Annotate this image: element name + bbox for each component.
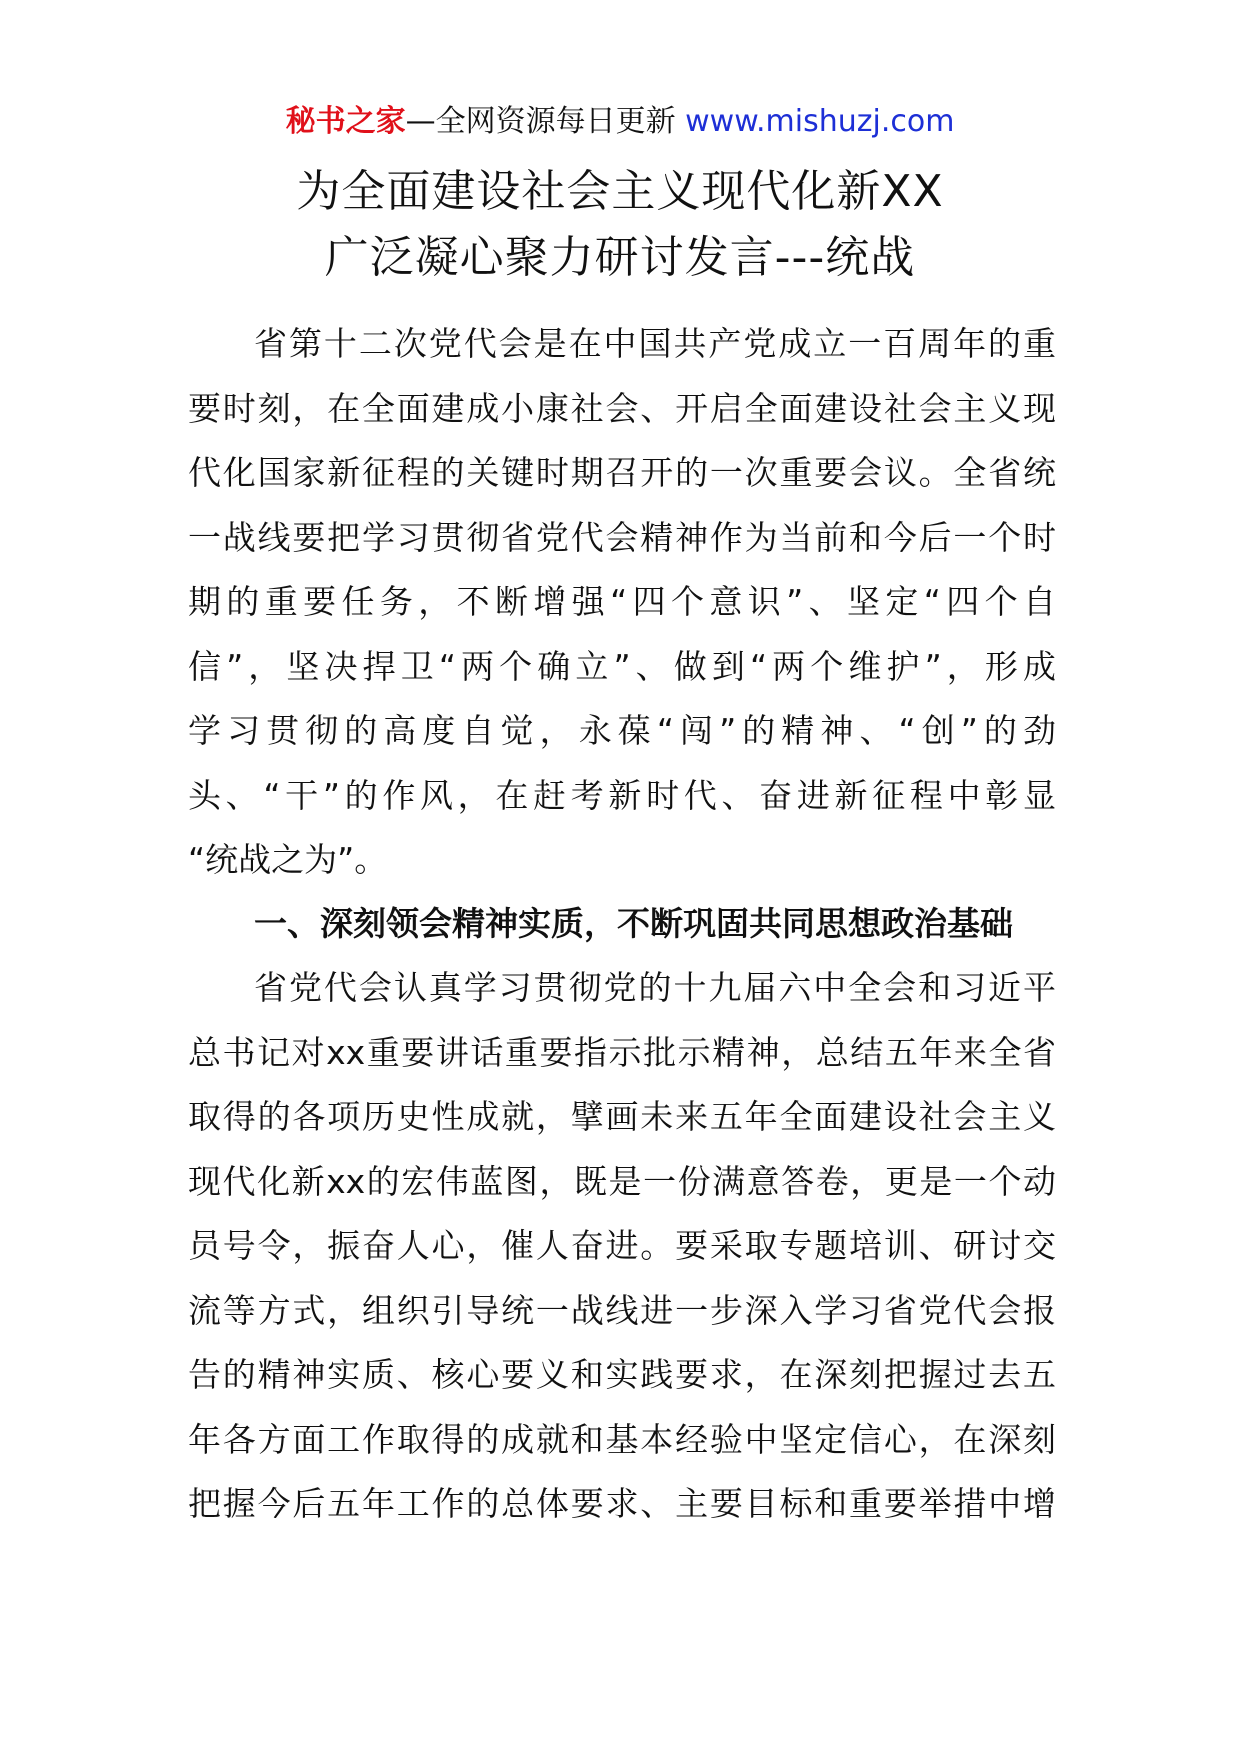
- text-line: 学习贯彻的高度自觉，永葆“闯”的精神、“创”的劲: [188, 711, 1056, 750]
- paragraph-1: [188, 312, 1056, 893]
- section-heading-1-block: [188, 892, 1056, 957]
- text-line: 员号令，振奋人心，催人奋进。要采取专题培训、研讨交: [188, 1226, 1056, 1265]
- document-title-line-1: 为全面建设社会主义现代化新XX: [296, 166, 944, 217]
- paragraph-2: [188, 956, 1056, 1537]
- text-line: 头、“干”的作风，在赶考新时代、奋进新征程中彰显: [188, 775, 1056, 815]
- text-line: 信”，坚决捍卫“两个确立”、做到“两个维护”，形成: [188, 646, 1056, 686]
- text-line: 把握今后五年工作的总体要求、主要目标和重要举措中增: [188, 1484, 1056, 1523]
- text-line: 年各方面工作取得的成就和基本经验中坚定信心，在深刻: [188, 1419, 1056, 1459]
- document-title-line-2: 广泛凝心聚力研讨发言---统战: [324, 232, 916, 283]
- text-line: 期的重要任务，不断增强“四个意识”、坚定“四个自: [188, 582, 1056, 621]
- text-line: 现代化新xx的宏伟蓝图，既是一份满意答卷，更是一个动: [188, 1161, 1056, 1201]
- text-line: “统战之为”。: [188, 840, 388, 879]
- site-brand: 秘书之家: [285, 104, 406, 139]
- text-line: 代化国家新征程的关键时期召开的一次重要会议。全省统: [188, 453, 1056, 492]
- section-heading: 一、深刻领会精神实质，不断巩固共同思想政治基础: [254, 904, 1013, 943]
- text-line: 省党代会认真学习贯彻党的十九届六中全会和习近平: [254, 968, 1056, 1007]
- text-line: 一战线要把学习贯彻省党代会精神作为当前和今后一个时: [188, 517, 1056, 557]
- site-url-link[interactable]: www.mishuzj.com: [685, 104, 955, 139]
- text-line: 取得的各项历史性成就，擘画未来五年全面建设社会主义: [188, 1097, 1056, 1136]
- text-line: 省第十二次党代会是在中国共产党成立一百周年的重: [254, 324, 1056, 363]
- site-header: [0, 100, 1240, 144]
- text-line: 流等方式，组织引导统一战线进一步深入学习省党代会报: [188, 1290, 1056, 1330]
- text-line: 要时刻，在全面建成小康社会、开启全面建设社会主义现: [188, 388, 1056, 428]
- site-tagline: —全网资源每日更新: [405, 104, 676, 139]
- text-line: 总书记对xx重要讲话重要指示批示精神，总结五年来全省: [188, 1032, 1056, 1072]
- text-line: 告的精神实质、核心要义和实践要求，在深刻把握过去五: [188, 1355, 1056, 1394]
